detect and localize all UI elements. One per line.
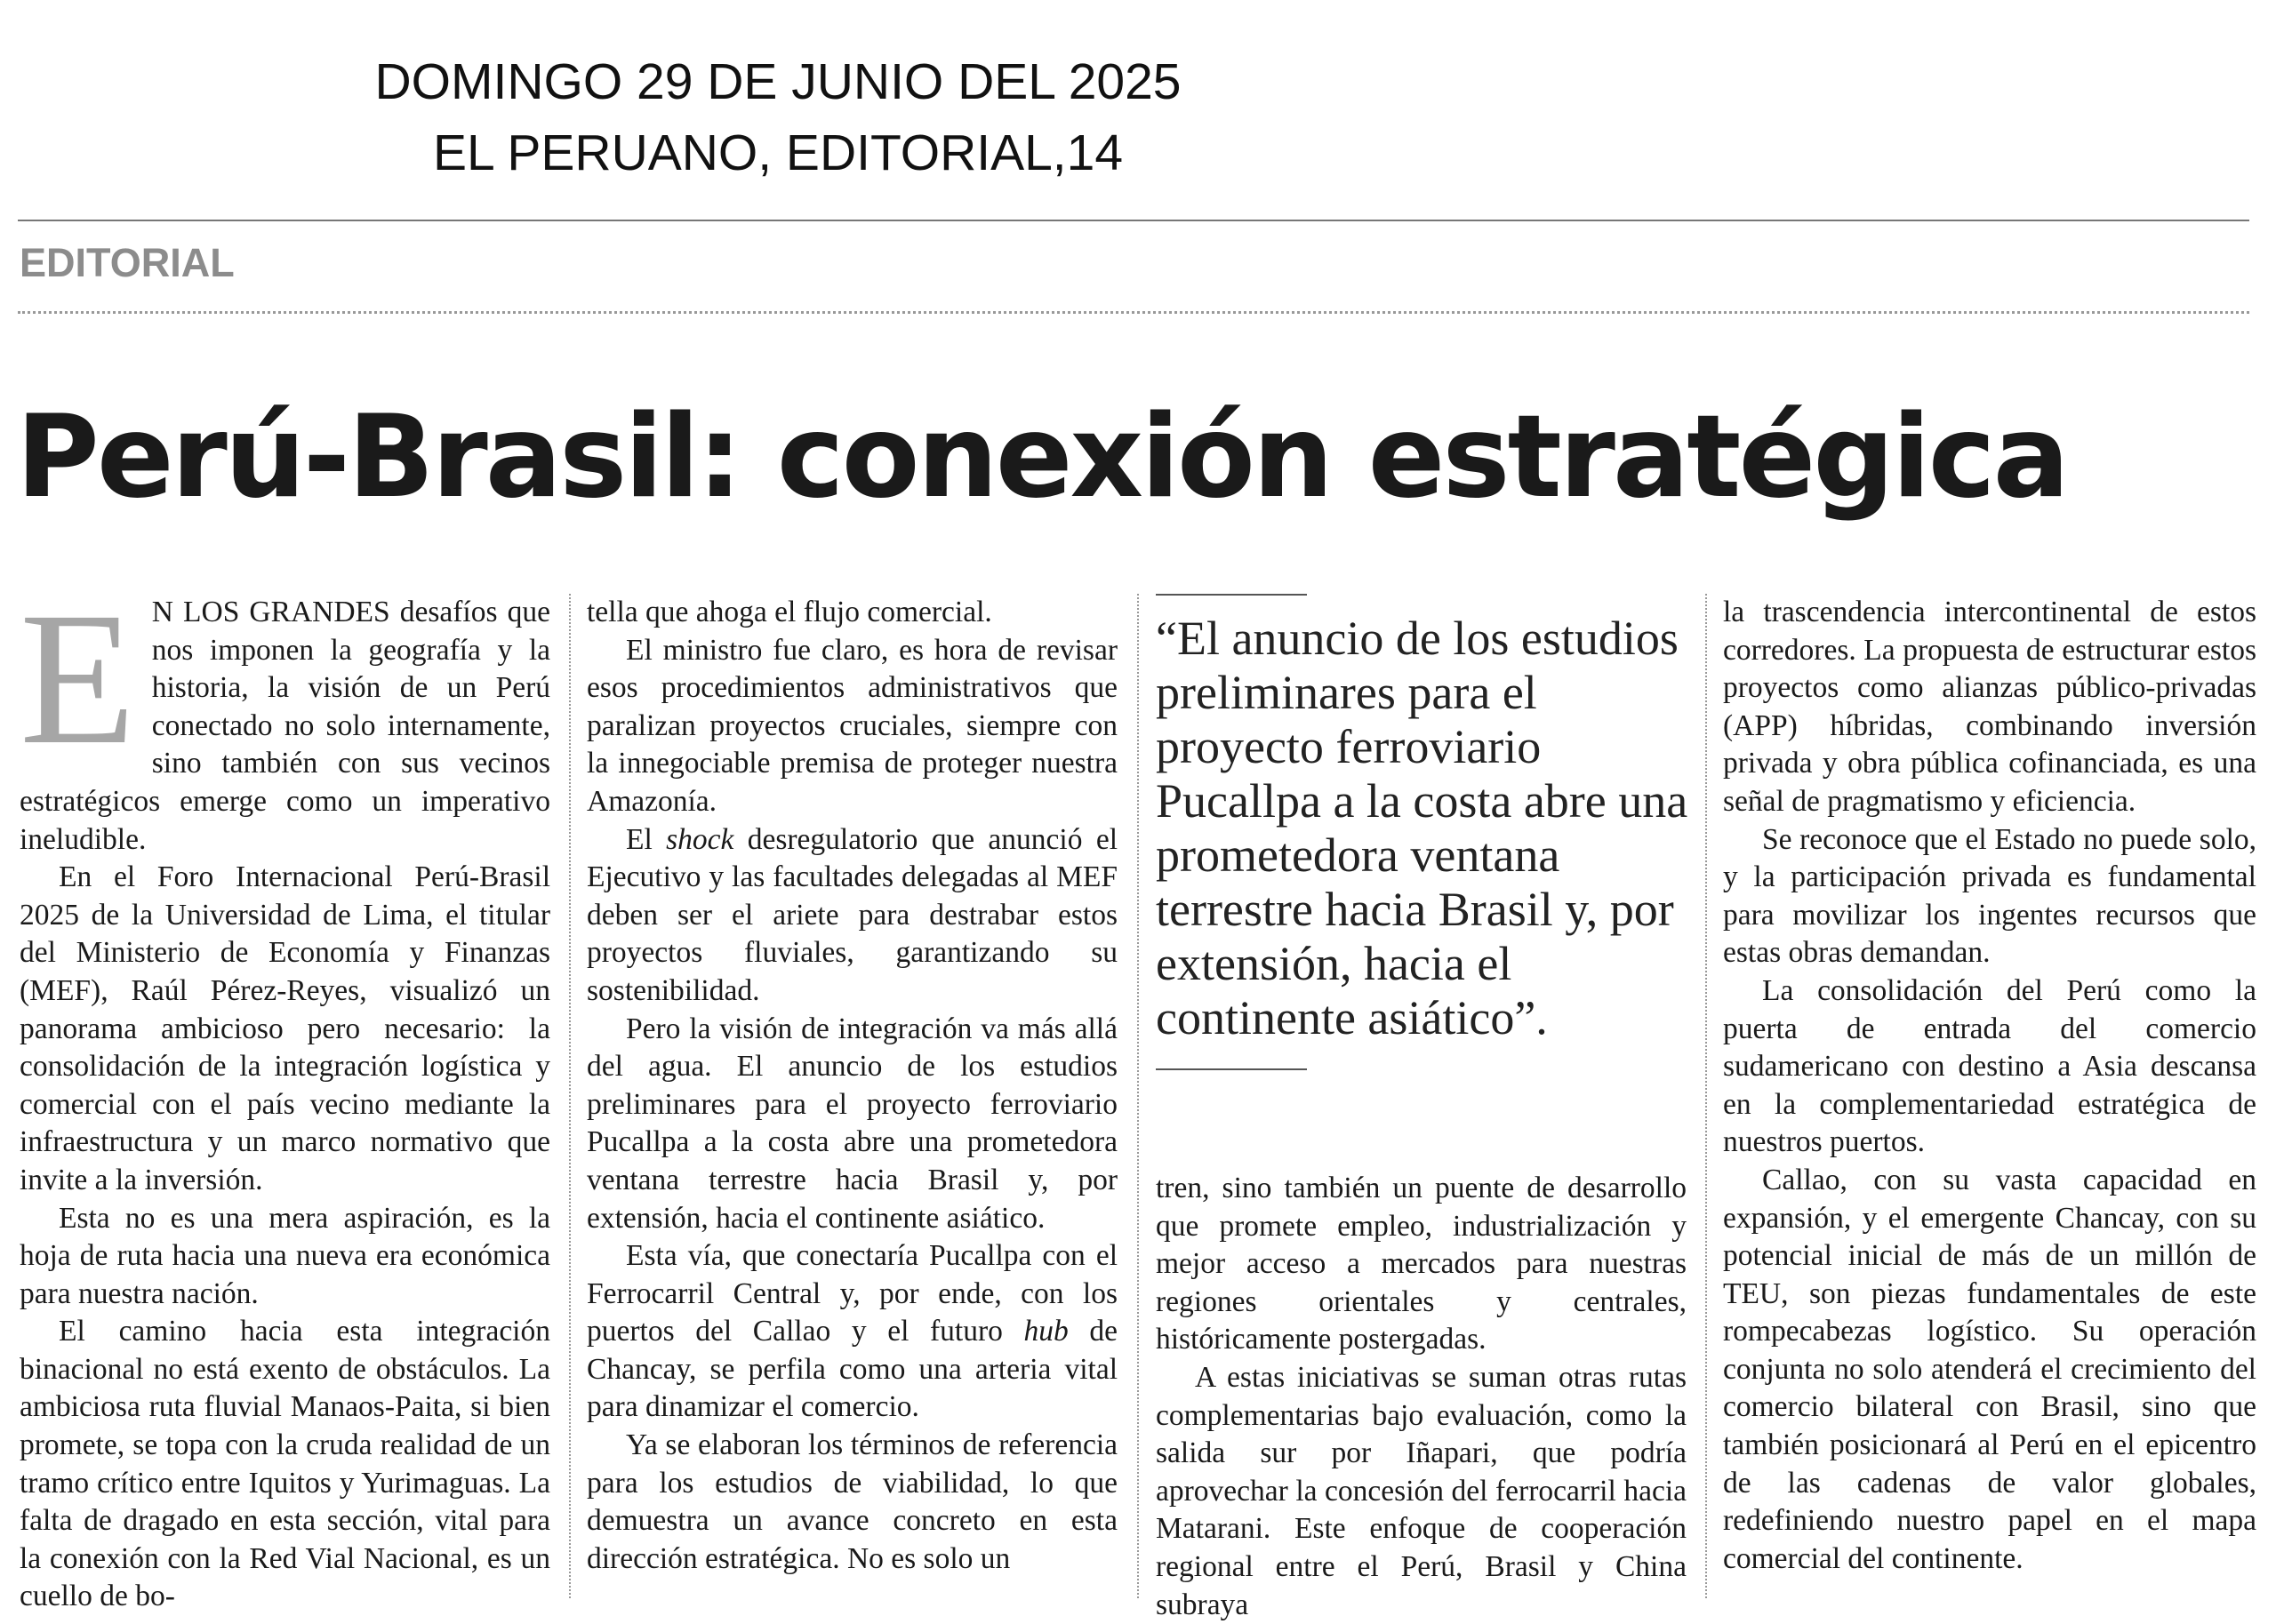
paragraph: El camino hacia esta integración binacional no está exento de obstáculos. La ambiciosa ruta fluvial Manaos-Paita, si bien promete, se topa con la cruda realidad de un tramo crítico entre Iquitos y Yurimaguas. La falta de dragado en esta sección, vital para la conexión con la Red Vial Nacional, es un cuello de bo- xyxy=(20,1315,550,1613)
column-divider-3 xyxy=(1705,594,1707,1598)
paragraph xyxy=(20,573,550,859)
pull-quote-top-rule xyxy=(1156,594,1307,596)
paragraph xyxy=(587,1237,1118,1427)
top-rule xyxy=(18,220,2249,221)
paragraph: Ya se elaboran los términos de referencia para los estudios de viabilidad, lo que demuestra un avance concreto en esta dirección estratégica. No es solo un xyxy=(587,1428,1118,1575)
paragraph-text: Esta vía, que conectaría Pucallpa con el Ferrocarril Central y, por ende, con los puertos del Callao y el futuro xyxy=(587,1239,1118,1348)
pull-quote-text: “El anuncio de los estudios preliminares para el proyecto ferroviario Pucallpa a la costa abre una prometedora ventana terrestre hacia Brasil y, por extensión, hacia el continente asiático”. xyxy=(1156,612,1688,1044)
pull-quote xyxy=(1156,594,1689,1070)
paragraph: Pero la visión de integración va más allá del agua. El anuncio de los estudios preliminares para el proyecto ferroviario Pucallpa a la costa abre una prometedora ventana terrestre hacia Brasil y, por extensión, hacia el continente asiático. xyxy=(587,1012,1118,1235)
paragraph: tella que ahoga el flujo comercial. xyxy=(587,596,992,628)
section-dotted-rule xyxy=(18,311,2249,314)
paragraph-text: El xyxy=(626,822,667,856)
paragraph-text: desregulatorio que anunció el Ejecutivo y las facultades delegadas al MEF deben ser el ariete para destrabar estos proyectos fluviales, garantizando su sostenibilidad. xyxy=(587,822,1118,1007)
paragraph: Se reconoce que el Estado no puede solo, y la participación privada es fundamental para movilizar los ingentes recursos que estas obras demandan. xyxy=(1723,822,2256,970)
column-divider-2 xyxy=(1137,594,1139,1598)
pull-quote-bottom-rule xyxy=(1156,1068,1307,1070)
paragraph-text: de Chancay, se perfila como una arteria vital para dinamizar el comercio. xyxy=(587,1315,1118,1424)
article-column-2 xyxy=(587,594,1118,1578)
paragraph: A estas iniciativas se suman otras rutas complementarias bajo evaluación, como la salida sur por Iñapari, que podría aprovechar la concesión del ferrocarril hacia Matarani. Este enfoque de cooperación regional entre el Perú, Brasil y China subraya xyxy=(1156,1360,1687,1621)
dateline xyxy=(0,46,1556,188)
paragraph: Callao, con su vasta capacidad en expansión, y el emergente Chancay, con su potencial inicial de más de un millón de TEU, son piezas fundamentales de este rompecabezas logístico. Su operación conjunta no solo atenderá el crecimiento del comercio bilateral con Brasil, sino que también posicionará al Perú en el epicentro de las cadenas de valor globales, redefiniendo nuestro papel en el mapa comercial del continente. xyxy=(1723,1163,2256,1575)
paragraph: El ministro fue claro, es hora de revisar esos procedimientos administrativos que paralizan proyectos cruciales, siempre con la innegociable premisa de proteger nuestra Amazonía. xyxy=(587,633,1118,818)
column-divider-1 xyxy=(569,594,571,1598)
paragraph-text: N LOS GRANDES desafíos que nos imponen la geografía y la historia, la visión de un Perú conectado no solo internamente, sino también con sus vecinos estratégicos emerge como un imperativo ineludible. xyxy=(20,596,550,856)
italic-term: hub xyxy=(1023,1315,1069,1348)
section-label: EDITORIAL xyxy=(20,240,235,285)
paragraph: tren, sino también un puente de desarrollo que promete empleo, industrialización y mejor acceso a mercados para nuestras regiones orientales y centrales, históricamente postergadas. xyxy=(1156,1172,1687,1356)
article-column-1 xyxy=(20,573,550,1616)
paragraph: En el Foro Internacional Perú-Brasil 2025 de la Universidad de Lima, el titular del Ministerio de Economía y Finanzas (MEF), Raúl Pérez-Reyes, visualizó un panorama ambicioso pero necesario: la consolidación de la integración logística y comercial con el país vecino mediante la infraestructura y un marco normativo que invite a la inversión. xyxy=(20,860,550,1196)
paragraph: la trascendencia intercontinental de estos corredores. La propuesta de estructurar estos proyectos como alianzas público-privadas (APP) híbridas, combinando inversión privada y obra pública cofinanciada, es una señal de pragmatismo y eficiencia. xyxy=(1723,596,2256,818)
dateline-source: EL PERUANO, EDITORIAL,14 xyxy=(432,124,1124,181)
paragraph: La consolidación del Perú como la puerta de entrada del comercio sudamericano con destino a Asia descansa en la complementariedad estratégica de nuestros puertos. xyxy=(1723,973,2256,1159)
article-column-3 xyxy=(1156,1170,1687,1624)
drop-cap: E xyxy=(20,573,136,784)
dateline-date: DOMINGO 29 DE JUNIO DEL 2025 xyxy=(374,53,1182,110)
italic-term: shock xyxy=(666,822,734,856)
headline: Perú-Brasil: conexión estratégica xyxy=(16,391,2067,524)
paragraph: Esta no es una mera aspiración, es la hoja de ruta hacia una nueva era económica para nuestra nación. xyxy=(20,1201,550,1310)
paragraph xyxy=(587,821,1118,1011)
article-column-4 xyxy=(1723,594,2256,1578)
